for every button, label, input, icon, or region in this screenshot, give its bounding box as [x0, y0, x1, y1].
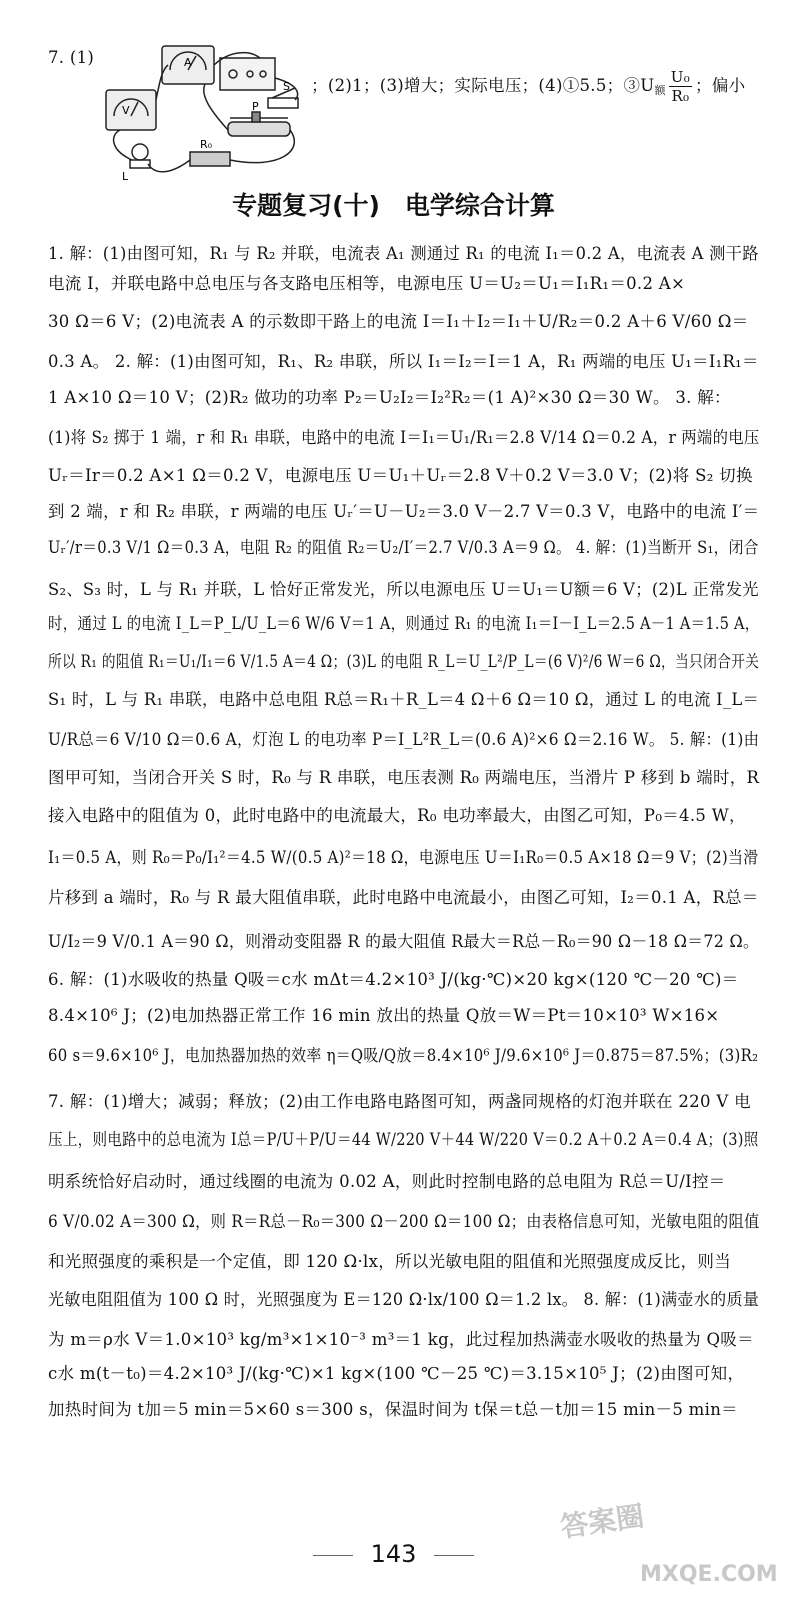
q7-frac-num: U₀	[670, 68, 691, 86]
answer-line: 1 A×10 Ω＝10 V；(2)R₂ 做功的功率 P₂＝U₂I₂＝I₂²R₂＝(1 A)²×30 Ω＝30 W。 3. 解：	[48, 388, 731, 407]
q7-label: 7. (1)	[48, 48, 95, 67]
answer-line: 片移到 a 端时，R₀ 与 R 最大阻值串联，此时电路中电流最小，由图乙可知，I₂＝0.1 A，R总＝	[48, 888, 759, 907]
answer-line: 1. 解：(1)由图可知，R₁ 与 R₂ 并联，电流表 A₁ 测通过 R₁ 的电流 I₁＝0.2 A，电流表 A 测干路	[48, 244, 759, 263]
label-V: V	[122, 104, 130, 117]
label-R0: R₀	[200, 138, 213, 151]
answer-line: 所以 R₁ 的阻值 R₁＝U₁/I₁＝6 V/1.5 A＝4 Ω；(3)L 的电阻 R_L＝U_L²/P_L＝(6 V)²/6 W＝6 Ω，当只闭合开关	[48, 652, 760, 671]
section-title: 专题复习(十) 电学综合计算	[232, 191, 555, 220]
label-L: L	[122, 170, 129, 183]
answer-line: 和光照强度的乘积是一个定值，即 120 Ω·lx，所以光敏电阻的阻值和光照强度成反比，则当	[48, 1252, 731, 1271]
q7-frac-den: R₀	[671, 87, 690, 105]
answer-line: S₂、S₃ 时，L 与 R₁ 并联，L 恰好正常发光，所以电源电压 U＝U₁＝U额＝6 V；(2)L 正常发光	[48, 580, 759, 599]
watermark-logo: 答案圈	[558, 1499, 647, 1544]
label-P: P	[252, 100, 259, 113]
q7-answers	[300, 48, 745, 105]
page-number: 143	[0, 1540, 787, 1568]
answer-line: 明系统恰好启动时，通过线圈的电流为 0.02 A，则此时控制电路的总电阻为 R总＝U/I控＝	[48, 1172, 726, 1191]
answer-line: 光敏电阻阻值为 100 Ω 时，光照强度为 E＝120 Ω·lx/100 Ω＝1.2 lx。 8. 解：(1)满壶水的质量	[48, 1290, 760, 1309]
q7-tail-prefix: ；(2)1；(3)增大；实际电压；(4)①5.5；③U	[311, 76, 655, 95]
answer-line: 7. 解：(1)增大；减弱；释放；(2)由工作电路电路图可知，两盏同规格的灯泡并联在 220 V 电	[48, 1092, 751, 1111]
answer-line: 为 m＝ρ水 V＝1.0×10³ kg/m³×1×10⁻³ m³＝1 kg，此过程加热满壶水吸收的热量为 Q吸＝	[48, 1330, 754, 1349]
watermark-url: MXQE.COM	[640, 1562, 778, 1587]
answer-line: S₁ 时，L 与 R₁ 串联，电路中总电阻 R总＝R₁＋R_L＝4 Ω＋6 Ω＝10 Ω，通过 L 的电流 I_L＝	[48, 690, 760, 709]
label-S: S	[283, 80, 290, 93]
answer-line: 8.4×10⁶ J；(2)电加热器正常工作 16 min 放出的热量 Q放＝W＝Pt＝10×10³ W×16×	[48, 1006, 720, 1025]
answer-line: (1)将 S₂ 掷于 1 端，r 和 R₁ 串联，电路中的电流 I＝I₁＝U₁/R₁＝2.8 V/14 Ω＝0.2 A，r 两端的电压	[48, 428, 760, 447]
answer-line: U/I₂＝9 V/0.1 A＝90 Ω，则滑动变阻器 R 的最大阻值 R最大＝R总－R₀＝90 Ω－18 Ω＝72 Ω。	[48, 932, 760, 951]
answer-line: U/R总＝6 V/10 Ω＝0.6 A，灯泡 L 的电功率 P＝I_L²R_L＝(0.6 A)²×6 Ω＝2.16 W。 5. 解：(1)由	[48, 730, 760, 749]
answer-line: c水 m(t－t₀)＝4.2×10³ J/(kg·℃)×1 kg×(100 ℃－25 ℃)＝3.15×10⁵ J；(2)由图可知，	[48, 1364, 745, 1383]
circuit-diagram	[100, 40, 310, 185]
answer-line: 电流 I，并联电路中总电压与各支路电压相等，电源电压 U＝U₂＝U₁＝I₁R₁＝0.2 A×	[48, 274, 686, 293]
label-A: A	[184, 56, 192, 69]
answer-line: I₁＝0.5 A，则 R₀＝P₀/I₁²＝4.5 W/(0.5 A)²＝18 Ω，电源电压 U＝I₁R₀＝0.5 A×18 Ω＝9 V；(2)当滑	[48, 848, 759, 867]
answer-line: 60 s＝9.6×10⁶ J，电加热器加热的效率 η＝Q吸/Q放＝8.4×10⁶ J/9.6×10⁶ J＝0.875＝87.5%；(3)R₂	[48, 1046, 759, 1065]
answer-line: Uᵣ′/r＝0.3 V/1 Ω＝0.3 A，电阻 R₂ 的阻值 R₂＝U₂/I′＝2.7 V/0.3 A＝9 Ω。 4. 解：(1)当断开 S₁，闭合	[48, 538, 759, 557]
answer-line: 0.3 A。 2. 解：(1)由图可知，R₁、R₂ 串联，所以 I₁＝I₂＝I＝1 A，R₁ 两端的电压 U₁＝I₁R₁＝	[48, 352, 759, 371]
answer-line: 6. 解：(1)水吸收的热量 Q吸＝c水 mΔt＝4.2×10³ J/(kg·℃)×20 kg×(120 ℃－20 ℃)＝	[48, 970, 739, 989]
answer-line: 加热时间为 t加＝5 min＝5×60 s＝300 s，保温时间为 t保＝t总－t加＝15 min－5 min＝	[48, 1400, 738, 1419]
answer-line: 到 2 端，r 和 R₂ 串联，r 两端的电压 Uᵣ′＝U－U₂＝3.0 V－2.7 V＝0.3 V，电路中的电流 I′＝	[48, 502, 760, 521]
answer-line: Uᵣ＝Ir＝0.2 A×1 Ω＝0.2 V，电源电压 U＝U₁＋Uᵣ＝2.8 V＋0.2 V＝3.0 V；(2)将 S₂ 切换	[48, 466, 753, 485]
answer-line: 时，通过 L 的电流 I_L＝P_L/U_L＝6 W/6 V＝1 A，则通过 R₁ 的电流 I₁＝I－I_L＝2.5 A－1 A＝1.5 A，	[48, 614, 760, 633]
q7-tail-suffix: ；偏小	[695, 76, 746, 95]
answer-line: 压上，则电路中的总电流为 I总＝P/U＋P/U＝44 W/220 V＋44 W/220 V＝0.2 A＋0.2 A＝0.4 A；(3)照	[48, 1130, 759, 1149]
answer-line: 30 Ω＝6 V；(2)电流表 A 的示数即干路上的电流 I＝I₁＋I₂＝I₁＋U/R₂＝0.2 A＋6 V/60 Ω＝	[48, 312, 749, 331]
q7-frac	[669, 68, 692, 105]
answer-line: 图甲可知，当闭合开关 S 时，R₀ 与 R 串联，电压表测 R₀ 两端电压，当滑片 P 移到 b 端时，R	[48, 768, 760, 787]
q7-tail-sub: 额	[654, 84, 666, 97]
answer-line: 接入电路中的阻值为 0，此时电路中的电流最大，R₀ 电功率最大，由图乙可知，P₀＝4.5 W，	[48, 806, 746, 825]
answer-line: 6 V/0.02 A＝300 Ω，则 R＝R总－R₀＝300 Ω－200 Ω＝100 Ω；由表格信息可知，光敏电阻的阻值	[48, 1212, 760, 1231]
